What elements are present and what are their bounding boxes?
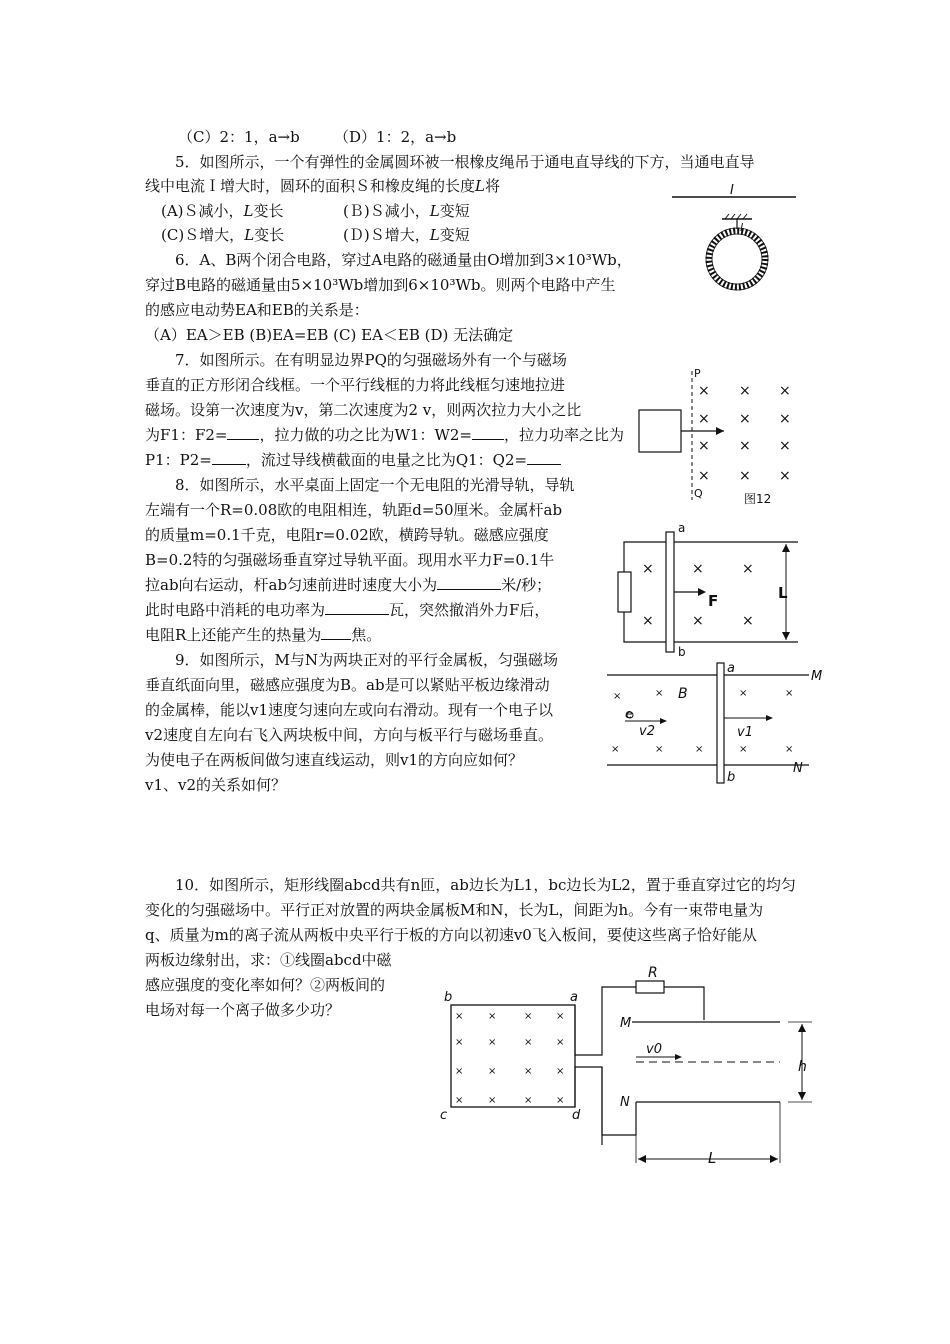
q5-label-current: I	[730, 183, 734, 198]
q8-label-b: b	[678, 645, 686, 659]
q5-label-l: l	[740, 221, 744, 234]
q7-field-marks	[698, 383, 791, 484]
svg-text:×: ×	[556, 1037, 565, 1048]
q7-figure-caption: 图12	[744, 492, 772, 506]
svg-text:×: ×	[524, 1095, 533, 1106]
q8-blank-power[interactable]	[325, 598, 389, 615]
q8-stem-line5: 拉ab向右运动，杆ab匀速前进时速度大小为 米/秒；	[145, 573, 551, 597]
q7-stem-line5: P1：P2= ，流过导线横截面的电量之比为Q1：Q2=	[145, 448, 561, 472]
svg-text:×: ×	[655, 744, 664, 755]
svg-text:×: ×	[779, 383, 791, 399]
q7-blank-charge[interactable]	[527, 448, 561, 465]
q5-stem-text: 线中电流Ｉ增大时，圆环的面积Ｓ和橡皮绳的长度	[145, 177, 476, 195]
q4-option-c: （C）2：1，a→b	[178, 128, 300, 146]
q8-stem-line4: B=0.2特的匀强磁场垂直穿过导轨平面。现用水平力F=0.1牛	[145, 551, 555, 569]
q5-option-a: (A)Ｓ减小，L变长	[161, 202, 284, 220]
q7-label-Q: Q	[694, 487, 703, 500]
q4-option-d: （D）1：2，a→b	[334, 128, 457, 146]
q8-label-F: F	[708, 592, 719, 610]
q10-label-M: M	[620, 1016, 632, 1031]
q10-figure	[440, 965, 820, 1165]
q7-label-P: P	[694, 367, 701, 380]
q10-resistor	[636, 981, 664, 993]
q10-label-c: c	[440, 1108, 448, 1123]
svg-text:×: ×	[524, 1037, 533, 1048]
svg-text:×: ×	[739, 744, 748, 755]
svg-text:×: ×	[611, 744, 620, 755]
q5-option-c: (C)Ｓ增大，L变长	[161, 226, 285, 244]
q10-field-marks	[455, 1011, 564, 1106]
q5-stem-line2	[145, 174, 500, 198]
q9-figure	[603, 660, 833, 790]
q5-symbol-L: L	[475, 177, 485, 195]
q7-square-loop	[639, 410, 681, 452]
q10-label-v0: v0	[646, 1042, 662, 1057]
svg-text:×: ×	[524, 1066, 533, 1077]
q6-stem-line3: 的感应电动势EA和EB的关系是：	[145, 301, 369, 319]
q5-figure	[670, 185, 800, 305]
svg-text:×: ×	[779, 438, 791, 454]
svg-text:×: ×	[742, 613, 754, 629]
svg-text:×: ×	[655, 688, 664, 699]
q9-label-M: M	[811, 669, 823, 684]
svg-text:×: ×	[779, 468, 791, 484]
q10-stem-line6: 电场对每一个离子做多少功？	[145, 1001, 341, 1019]
svg-text:×: ×	[488, 1011, 497, 1022]
q10-label-h: h	[798, 1059, 807, 1075]
svg-text:×: ×	[613, 691, 622, 702]
q9-label-electron: e	[625, 707, 633, 721]
svg-text:×: ×	[455, 1095, 464, 1106]
svg-text:×: ×	[695, 744, 704, 755]
svg-text:×: ×	[556, 1066, 565, 1077]
q5-stem-end: 将	[484, 177, 500, 195]
q9-label-v1: v1	[737, 725, 753, 740]
q10-label-R: R	[648, 965, 658, 981]
q10-label-L: L	[708, 1149, 717, 1167]
svg-text:×: ×	[488, 1095, 497, 1106]
q9-label-v2: v2	[639, 724, 655, 739]
q8-resistor	[618, 572, 631, 612]
q8-stem-line6: 此时电路中消耗的电功率为 瓦，突然撤消外力F后，	[145, 598, 549, 622]
q8-label-L: L	[778, 584, 788, 602]
q8-blank-heat[interactable]	[321, 623, 351, 640]
svg-text:×: ×	[698, 468, 710, 484]
svg-text:×: ×	[698, 383, 710, 399]
q7-stem-line1: 7．如图所示。在有明显边界PQ的匀强磁场外有一个与磁场	[175, 351, 567, 369]
q10-label-b: b	[444, 990, 453, 1005]
q9-label-a: a	[727, 661, 735, 676]
q9-label-B: B	[678, 686, 688, 702]
svg-text:×: ×	[785, 688, 794, 699]
q7-blank-work[interactable]	[472, 423, 504, 440]
q10-stem-line1: 10．如图所示，矩形线圈abcd共有n匝，ab边长为L1，bc边长为L2，置于垂直穿过它的均匀	[175, 876, 796, 894]
q10-label-a: a	[570, 990, 578, 1005]
q7-blank-power[interactable]	[212, 448, 246, 465]
svg-text:×: ×	[739, 383, 751, 399]
svg-text:×: ×	[642, 561, 654, 577]
svg-text:×: ×	[642, 613, 654, 629]
q7-stem-line2: 垂直的正方形闭合线框。一个平行线框的力将此线框匀速地拉进	[145, 376, 566, 394]
q7-stem-line4: 为F1：F2= ，拉力做的功之比为W1：W2= ，拉力功率之比为	[145, 423, 624, 447]
q5-option-d: (Ｄ)Ｓ增大，L变短	[343, 226, 470, 244]
svg-text:×: ×	[556, 1095, 565, 1106]
svg-text:×: ×	[692, 561, 704, 577]
svg-text:×: ×	[692, 613, 704, 629]
svg-text:×: ×	[739, 438, 751, 454]
q8-stem-line7: 电阻R上还能产生的热量为 焦。	[145, 623, 381, 647]
q7-figure	[636, 365, 816, 510]
q9-stem-line6: v1、v2的关系如何？	[145, 776, 287, 794]
q8-blank-speed[interactable]	[437, 573, 501, 590]
svg-text:×: ×	[785, 744, 794, 755]
q9-rod-ab	[717, 663, 724, 783]
svg-text:×: ×	[488, 1037, 497, 1048]
q9-stem-line2: 垂直纸面向里，磁感应强度为B。ab是可以紧贴平板边缘滑动	[145, 676, 550, 694]
q9-label-N: N	[793, 761, 803, 776]
q8-rod-ab	[666, 532, 674, 652]
q9-stem-line1: 9．如图所示，M与N为两块正对的平行金属板，匀强磁场	[175, 651, 559, 669]
svg-text:×: ×	[742, 561, 754, 577]
q6-options: （A）EA＞EB (B)EA=EB (C) EA＜EB (D) 无法确定	[145, 326, 514, 344]
q8-figure	[612, 520, 802, 659]
svg-text:×: ×	[739, 688, 748, 699]
q9-stem-line5: 为使电子在两板间做匀速直线运动，则v1的方向应如何？	[145, 751, 524, 769]
q6-stem-line2: 穿过B电路的磁通量由5×10³Wb增加到6×10³Wb。则两个电路中产生	[145, 276, 616, 294]
svg-text:×: ×	[455, 1011, 464, 1022]
q10-stem-line5: 感应强度的变化率如何？②两板间的	[145, 976, 386, 994]
q5-stem-line1: 5．如图所示，一个有弹性的金属圆环被一根橡皮绳吊于通电直导线的下方，当通电直导	[175, 153, 755, 171]
svg-text:×: ×	[455, 1066, 464, 1077]
q9-stem-line4: v2速度自左向右飞入两块板中间，方向与板平行与磁场垂直。	[145, 726, 554, 744]
q8-stem-line2: 左端有一个R=0.08欧的电阻相连，轨距d=50厘米。金属杆ab	[145, 501, 563, 519]
q9-label-b: b	[727, 770, 736, 785]
q10-stem-line2: 变化的匀强磁场中。平行正对放置的两块金属板M和N，长为L，间距为h。今有一束带电量为	[145, 901, 764, 919]
q7-blank-force[interactable]	[227, 423, 259, 440]
q8-stem-line1: 8．如图所示，水平桌面上固定一个无电阻的光滑导轨，导轨	[175, 476, 575, 494]
q9-stem-line3: 的金属棒，能以v1速度匀速向左或向右滑动。现有一个电子以	[145, 701, 554, 719]
q10-stem-line4: 两板边缘射出，求：①线圈abcd中磁	[145, 951, 392, 969]
q8-label-a: a	[678, 521, 686, 535]
q5-ring	[709, 231, 765, 287]
svg-text:×: ×	[698, 438, 710, 454]
svg-text:×: ×	[524, 1011, 533, 1022]
q8-field-marks	[642, 561, 754, 629]
svg-text:×: ×	[455, 1037, 464, 1048]
svg-text:×: ×	[779, 411, 791, 427]
q10-label-d: d	[572, 1108, 581, 1123]
q6-stem-line1: 6．A、B两个闭合电路，穿过A电路的磁通量由O增加到3×10³Wb，	[175, 251, 632, 269]
svg-text:×: ×	[739, 468, 751, 484]
svg-text:×: ×	[698, 411, 710, 427]
q10-stem-line3: q、质量为m的离子流从两板中央平行于板的方向以初速v0飞入板间，要使这些离子恰好能从	[145, 926, 757, 944]
svg-text:×: ×	[488, 1066, 497, 1077]
q5-option-b: (Ｂ)Ｓ减小，L变短	[343, 202, 470, 220]
q7-stem-line3: 磁场。设第一次速度为v，第二次速度为2 v，则两次拉力大小之比	[145, 401, 582, 419]
svg-text:×: ×	[556, 1011, 565, 1022]
q10-label-N: N	[620, 1095, 630, 1110]
q8-stem-line3: 的质量m=0.1千克，电阻r=0.02欧，横跨导轨。磁感应强度	[145, 526, 549, 544]
svg-text:×: ×	[739, 411, 751, 427]
